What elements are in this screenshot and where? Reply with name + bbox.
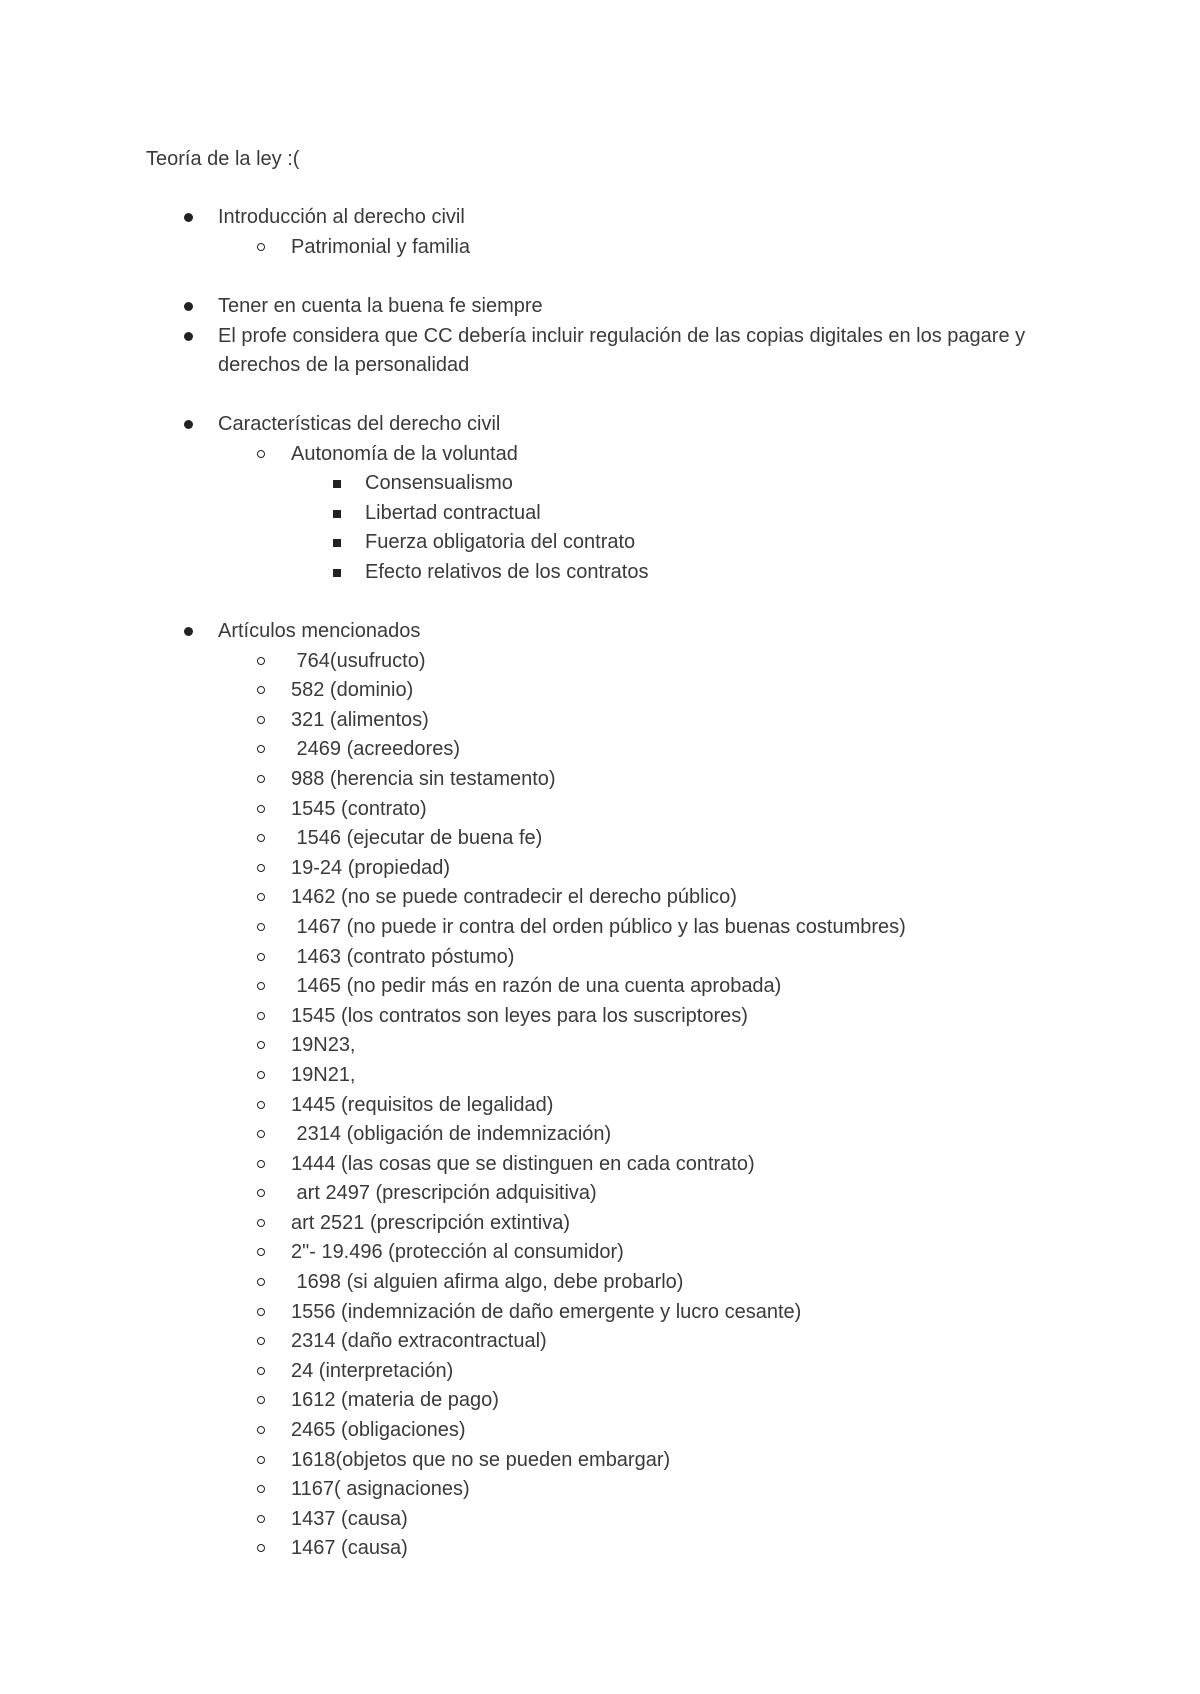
bullet-circle-icon xyxy=(257,834,265,842)
bullet-circle-icon xyxy=(257,1426,265,1434)
article-text: 2"- 19.496 (protección al consumidor) xyxy=(291,1241,624,1264)
article-text: 1467 (no puede ir contra del orden público y las buenas costumbres) xyxy=(291,915,906,938)
article-text: 2314 (daño extracontractual) xyxy=(291,1330,547,1353)
list-item-text: Introducción al derecho civil xyxy=(218,206,465,228)
article-item xyxy=(0,1505,1200,1535)
document-title: Teoría de la ley :( xyxy=(146,148,300,170)
bullet-square-icon xyxy=(333,569,341,577)
bullet-circle-icon xyxy=(257,1544,265,1552)
article-item xyxy=(0,1209,1200,1239)
bullet-square-icon xyxy=(333,510,341,518)
section-characteristics xyxy=(0,410,1200,588)
bullet-circle-icon xyxy=(257,1456,265,1464)
article-text: 1556 (indemnización de daño emergente y lucro cesante) xyxy=(291,1300,802,1323)
list-item-text: Consensualismo xyxy=(365,472,513,495)
list-item-text: Características del derecho civil xyxy=(218,413,501,435)
list-item xyxy=(0,233,1200,263)
bullet-circle-icon xyxy=(257,864,265,872)
article-item xyxy=(0,706,1200,736)
article-text: 1467 (causa) xyxy=(291,1537,408,1560)
article-item xyxy=(0,795,1200,825)
article-text: 19N21, xyxy=(291,1063,356,1086)
bullet-dot-icon xyxy=(184,302,193,311)
article-text: 321 (alimentos) xyxy=(291,708,429,731)
bullet-circle-icon xyxy=(257,1308,265,1316)
list-item-text: Patrimonial y familia xyxy=(291,235,470,258)
bullet-circle-icon xyxy=(257,450,265,458)
list-item xyxy=(0,558,1200,588)
bullet-circle-icon xyxy=(257,1485,265,1493)
article-text: 2314 (obligación de indemnización) xyxy=(291,1123,612,1146)
bullet-circle-icon xyxy=(257,243,265,251)
bullet-circle-icon xyxy=(257,1515,265,1523)
article-item xyxy=(0,1386,1200,1416)
bullet-square-icon xyxy=(333,480,341,488)
bullet-circle-icon xyxy=(257,1337,265,1345)
article-text: 1612 (materia de pago) xyxy=(291,1389,499,1412)
bullet-circle-icon xyxy=(257,745,265,753)
list-item xyxy=(0,322,1058,381)
bullet-circle-icon xyxy=(257,1396,265,1404)
article-item xyxy=(0,1061,1200,1091)
bullet-circle-icon xyxy=(257,1012,265,1020)
list-item-text: Artículos mencionados xyxy=(218,620,421,642)
article-text: 1444 (las cosas que se distinguen en cada contrato) xyxy=(291,1152,755,1175)
article-text: 24 (interpretación) xyxy=(291,1359,454,1382)
list-item xyxy=(0,203,1200,233)
article-text: 1167( asignaciones) xyxy=(291,1478,470,1501)
article-item xyxy=(0,824,1200,854)
bullet-circle-icon xyxy=(257,953,265,961)
article-item xyxy=(0,1416,1200,1446)
list-item-text: Autonomía de la voluntad xyxy=(291,442,518,465)
list-item xyxy=(0,617,1200,647)
article-item xyxy=(0,913,1200,943)
bullet-circle-icon xyxy=(257,1189,265,1197)
article-item xyxy=(0,765,1200,795)
bullet-list xyxy=(0,617,1200,647)
article-text: 19N23, xyxy=(291,1034,356,1057)
article-text: 1618(objetos que no se pueden embargar) xyxy=(291,1448,671,1471)
list-item-text: Efecto relativos de los contratos xyxy=(365,560,649,583)
bullet-dot-icon xyxy=(184,420,193,429)
article-item xyxy=(0,1357,1200,1387)
list-item-text: Fuerza obligatoria del contrato xyxy=(365,531,636,554)
article-item xyxy=(0,1446,1200,1476)
bullet-circle-icon xyxy=(257,982,265,990)
bullet-circle-icon xyxy=(257,893,265,901)
bullet-list xyxy=(0,410,1200,440)
article-text: 1546 (ejecutar de buena fe) xyxy=(291,827,543,850)
bullet-circle-icon xyxy=(257,1219,265,1227)
articles-list xyxy=(0,647,1200,1564)
section-notes xyxy=(0,292,1200,381)
article-text: 764(usufructo) xyxy=(291,649,426,672)
bullet-circle-icon xyxy=(257,1041,265,1049)
bullet-circle-icon xyxy=(257,1278,265,1286)
bullet-circle-icon xyxy=(257,1071,265,1079)
article-item xyxy=(0,1238,1200,1268)
article-text: 582 (dominio) xyxy=(291,679,414,702)
article-item xyxy=(0,1150,1200,1180)
bullet-dot-icon xyxy=(184,627,193,636)
article-item xyxy=(0,647,1200,677)
article-text: 988 (herencia sin testamento) xyxy=(291,767,556,790)
list-item xyxy=(0,292,1200,322)
article-text: 1445 (requisitos de legalidad) xyxy=(291,1093,554,1116)
section-articles xyxy=(0,617,1200,1564)
article-item xyxy=(0,943,1200,973)
article-item xyxy=(0,1091,1200,1121)
article-item xyxy=(0,854,1200,884)
article-item xyxy=(0,676,1200,706)
article-item xyxy=(0,1327,1200,1357)
article-item xyxy=(0,1298,1200,1328)
bullet-circle-icon xyxy=(257,1101,265,1109)
article-item xyxy=(0,1120,1200,1150)
article-text: art 2521 (prescripción extintiva) xyxy=(291,1211,571,1234)
bullet-circle-icon xyxy=(257,1160,265,1168)
bullet-circle-icon xyxy=(257,716,265,724)
list-item xyxy=(0,440,1200,470)
bullet-circle-icon xyxy=(257,1248,265,1256)
article-text: 1463 (contrato póstumo) xyxy=(291,945,515,968)
bullet-dot-icon xyxy=(184,213,193,222)
bullet-circle-icon xyxy=(257,805,265,813)
article-item xyxy=(0,883,1200,913)
bullet-square-icon xyxy=(333,539,341,547)
article-item xyxy=(0,1031,1200,1061)
article-text: 1698 (si alguien afirma algo, debe probarlo) xyxy=(291,1271,684,1294)
list-item xyxy=(0,469,1200,499)
article-text: 1465 (no pedir más en razón de una cuenta aprobada) xyxy=(291,975,782,998)
article-item xyxy=(0,1002,1200,1032)
list-item xyxy=(0,499,1200,529)
list-item xyxy=(0,528,1200,558)
bullet-circle-icon xyxy=(257,657,265,665)
bullet-circle-icon xyxy=(257,1130,265,1138)
bullet-list xyxy=(0,292,1200,381)
article-text: 2465 (obligaciones) xyxy=(291,1419,466,1442)
article-text: art 2497 (prescripción adquisitiva) xyxy=(291,1182,597,1205)
article-item xyxy=(0,972,1200,1002)
sub-sub-bullet-list xyxy=(0,469,1200,587)
article-item xyxy=(0,1475,1200,1505)
bullet-circle-icon xyxy=(257,686,265,694)
article-text: 2469 (acreedores) xyxy=(291,738,460,761)
article-item xyxy=(0,1268,1200,1298)
list-item-text: Tener en cuenta la buena fe siempre xyxy=(218,295,543,317)
bullet-dot-icon xyxy=(184,332,193,341)
bullet-circle-icon xyxy=(257,1367,265,1375)
list-item-text: El profe considera que CC debería incluir regulación de las copias digitales en los pagare y derechos de la personalidad xyxy=(218,324,1026,377)
article-item xyxy=(0,1534,1200,1564)
article-text: 1545 (los contratos son leyes para los suscriptores) xyxy=(291,1004,748,1027)
article-text: 1437 (causa) xyxy=(291,1507,408,1530)
list-item-text: Libertad contractual xyxy=(365,501,541,524)
article-text: 19-24 (propiedad) xyxy=(291,856,450,879)
article-item xyxy=(0,735,1200,765)
article-item xyxy=(0,1179,1200,1209)
sub-bullet-list xyxy=(0,440,1200,470)
bullet-circle-icon xyxy=(257,775,265,783)
section-introduction xyxy=(0,203,1200,262)
list-item xyxy=(0,410,1200,440)
sub-bullet-list xyxy=(0,233,1200,263)
article-text: 1462 (no se puede contradecir el derecho público) xyxy=(291,886,737,909)
bullet-list xyxy=(0,203,1200,233)
article-text: 1545 (contrato) xyxy=(291,797,427,820)
bullet-circle-icon xyxy=(257,923,265,931)
